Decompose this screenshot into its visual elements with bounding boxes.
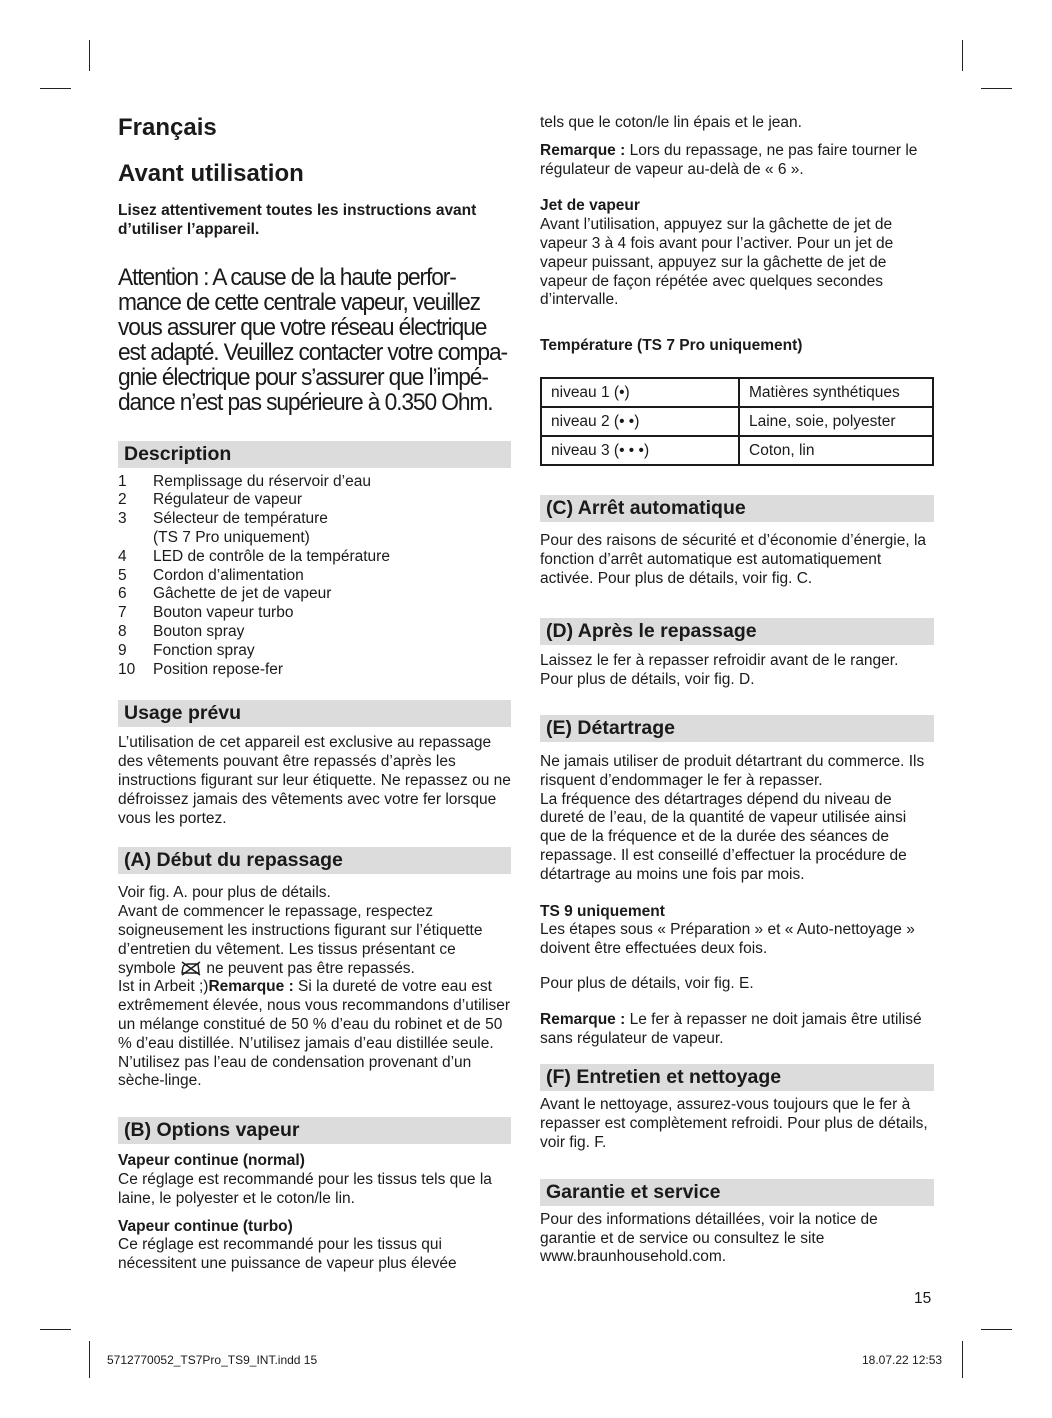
debut-remark: Ist in Arbeit ;)Remarque : Si la dureté de votre eau est extrêmement élevée, nous vous recommandons d’utiliser un mélange constitué de 50 % d’eau du robinet et de 50 % d’eau distillée. N’utilisez jamais d’eau distillée seule. N’utilisez pas l’eau de condensation provenant d’un sèche-linge.	[118, 978, 510, 1090]
debut-instructions: Avant de commencer le repassage, respectez soigneusement les instructions figurant sur l’étiquette d’entretien du vêtement. Les tissus présentant ce symbole ne peuvent pas être repassés.	[118, 903, 483, 977]
temperature-table	[540, 377, 934, 466]
page-number: 15	[914, 1290, 932, 1307]
temperature-heading: Température (TS 7 Pro uniquement)	[540, 337, 803, 355]
detartrage-fig-text: Pour plus de détails, voir fig. E.	[540, 974, 754, 992]
table-row: niveau 1 (•) Matières synthétiques	[541, 378, 933, 407]
list-item: 1 Remplissage du réservoir d’eau	[118, 472, 371, 490]
list-item: 8 Bouton spray	[118, 622, 245, 640]
detartrage-remark: Remarque : Le fer à repasser ne doit jamais être utilisé sans régulateur de vapeur.	[540, 1010, 922, 1047]
debut-fig-text: Voir fig. A. pour plus de détails.	[118, 884, 331, 902]
crop-mark	[962, 1341, 963, 1378]
jet-heading: Jet de vapeur	[540, 197, 640, 215]
attention-notice: Attention : A cause de la haute perfor- mance de cette centrale vapeur, veuillez vous assurer que votre réseau électrique est adapté. Veuillez contacter votre compa- gnie électrique pour s’assurer que l’impé- dance n’est pas supérieure à 0.350 Ohm.	[118, 263, 507, 416]
detartrage-text-2: La fréquence des détartrages dépend du niveau de dureté de l’eau, de la quantité de vapeur utilisée ainsi que de la fréquence et de la durée des séances de repassage. Il est conseillé d’effectuer la procédure de détartrage au moins une fois par mois.	[540, 790, 907, 883]
list-item: 10 Position repose-fer	[118, 660, 284, 678]
list-item: 2 Régulateur de vapeur	[118, 491, 303, 509]
options-sub-normal: Vapeur continue (normal)	[118, 1152, 305, 1170]
jet-text: Avant l’utilisation, appuyez sur la gâchette de jet de vapeur 3 à 4 fois avant pour l’activer. Pour un jet de vapeur puissant, appuyez sur la gâchette de jet de vapeur de façon répétée avec quelques secondes d’intervalle.	[540, 216, 894, 309]
usage-text: L’utilisation de cet appareil est exclusive au repassage des vêtements pouvant être repassés d’après les instructions figurant sur leur étiquette. Ne repassez ou ne défroissez jamais des vêtements avec votre fer lorsque vous les portez.	[118, 734, 511, 827]
section-heading-usage: Usage prévu	[118, 700, 511, 727]
options-text-turbo: Ce réglage est recommandé pour les tissus qui nécessitent une puissance de vapeur plus élevée	[118, 1236, 457, 1273]
crop-mark	[89, 40, 90, 71]
footer-file: 5712770052_TS7Pro_TS9_INT.indd 15	[107, 1353, 318, 1367]
list-item: 5 Cordon d’alimentation	[118, 566, 304, 584]
list-item: 9 Fonction spray	[118, 641, 255, 659]
continuation-text: tels que le coton/le lin épais et le jean.	[540, 114, 802, 131]
table-row: niveau 2 (• •) Laine, soie, polyester	[541, 407, 933, 436]
list-item: 6 Gâchette de jet de vapeur	[118, 585, 332, 603]
detartrage-text-1: Ne jamais utiliser de produit détartrant du commerce. Ils risquent d’endommager le fer à repasser.	[540, 752, 925, 789]
no-ironing-icon	[180, 960, 202, 976]
page-title: Avant utilisation	[118, 160, 304, 187]
footer-date: 18.07.22 12:53	[862, 1353, 943, 1367]
remark-steam: Remarque : Lors du repassage, ne pas faire tourner le régulateur de vapeur au-delà de « 6 ».	[540, 141, 918, 178]
list-item: (TS 7 Pro uniquement)	[153, 528, 310, 546]
ts9-heading: TS 9 uniquement	[540, 902, 665, 920]
language-heading: Français	[118, 114, 217, 141]
list-item: 7 Bouton vapeur turbo	[118, 604, 294, 622]
garantie-text: Pour des informations détaillées, voir la notice de garantie et de service ou consultez le site www.braunhousehold.com.	[540, 1210, 878, 1266]
crop-mark	[40, 1329, 71, 1330]
section-heading-arret: (C) Arrêt automatique	[540, 495, 934, 522]
section-heading-detartrage: (E) Détartrage	[540, 715, 934, 742]
apres-text: Laissez le fer à repasser refroidir avant de le ranger. Pour plus de détails, voir fig. D.	[540, 652, 899, 689]
section-heading-debut: (A) Début du repassage	[118, 847, 511, 874]
list-item: 4 LED de contrôle de la température	[118, 547, 390, 565]
left-column	[118, 114, 511, 1274]
entretien-text: Avant le nettoyage, assurez-vous toujours que le fer à repasser est complètement refroidi. Pour plus de détails, voir fig. F.	[540, 1096, 928, 1151]
list-item: 3 Sélecteur de température	[118, 510, 328, 528]
section-heading-options: (B) Options vapeur	[118, 1117, 511, 1144]
lead-text: Lisez attentivement toutes les instructions avant d’utiliser l’appareil.	[118, 202, 477, 238]
section-heading-apres: (D) Après le repassage	[540, 618, 934, 645]
crop-mark	[89, 1341, 90, 1378]
options-text-normal: Ce réglage est recommandé pour les tissus tels que la laine, le polyester et le coton/le lin.	[118, 1170, 492, 1207]
crop-mark	[40, 88, 71, 89]
crop-mark	[981, 88, 1012, 89]
section-heading-garantie: Garantie et service	[540, 1179, 934, 1206]
table-row: niveau 3 (• • •) Coton, lin	[541, 436, 933, 465]
ts9-text: Les étapes sous « Préparation » et « Auto-nettoyage » doivent être effectuées deux fois.	[540, 921, 915, 958]
arret-text: Pour des raisons de sécurité et d’économie d’énergie, la fonction d’arrêt automatique est automatiquement activée. Pour plus de détails, voir fig. C.	[540, 531, 927, 587]
parts-list	[118, 473, 511, 680]
options-sub-turbo: Vapeur continue (turbo)	[118, 1217, 293, 1235]
right-column	[540, 114, 934, 1267]
crop-mark	[962, 40, 963, 71]
section-heading-entretien: (F) Entretien et nettoyage	[540, 1064, 934, 1091]
crop-mark	[981, 1329, 1012, 1330]
section-heading-description: Description	[118, 441, 511, 468]
